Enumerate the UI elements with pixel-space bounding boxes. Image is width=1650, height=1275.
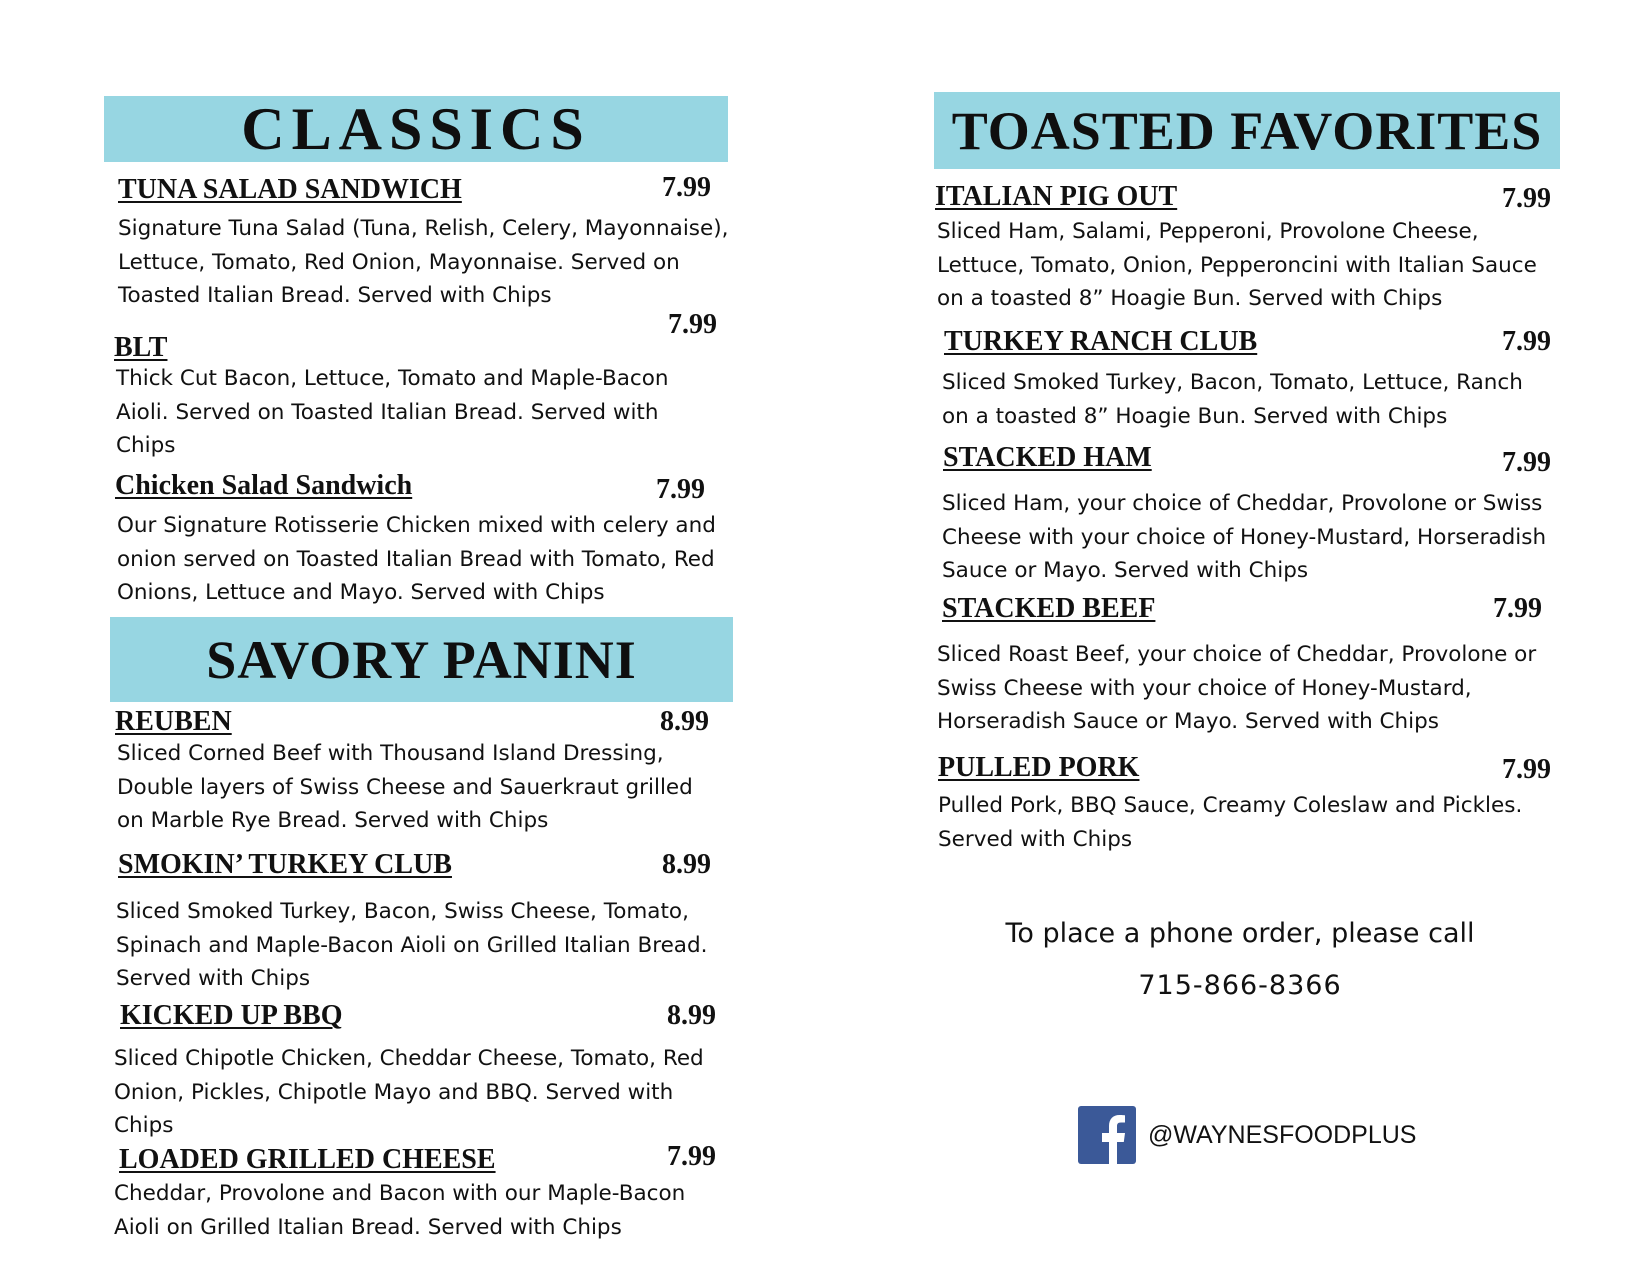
menu-item-price-pulled-pork: 7.99 <box>1502 754 1551 785</box>
menu-item-price-blt: 7.99 <box>668 309 717 340</box>
menu-item-desc-stacked-ham: Sliced Ham, your choice of Cheddar, Provolone or Swiss Cheese with your choice of Honey-Mustard, Horseradish Sauce or Mayo. Served with Chips <box>942 491 1547 583</box>
menu-item-price-reuben: 8.99 <box>660 706 709 737</box>
facebook-icon <box>1078 1106 1136 1164</box>
menu-item-desc-reuben: Sliced Corned Beef with Thousand Island Dressing, Double layers of Swiss Cheese and Sauerkraut grilled on Marble Rye Bread. Served with Chips <box>117 741 693 833</box>
menu-item-title-smokin-turkey-club: SMOKIN’ TURKEY CLUB <box>118 849 452 880</box>
menu-item-title-loaded-grilled-cheese: LOADED GRILLED CHEESE <box>119 1144 496 1175</box>
menu-item-desc-chicken-salad-sandwich: Our Signature Rotisserie Chicken mixed with celery and onion served on Toasted Italian Bread with Tomato, Red Onions, Lettuce and Mayo. Served with Chips <box>117 513 716 605</box>
menu-item-desc-blt: Thick Cut Bacon, Lettuce, Tomato and Maple-Bacon Aioli. Served on Toasted Italian Bread. Served with Chips <box>116 366 669 458</box>
menu-item-price-stacked-ham: 7.99 <box>1502 447 1551 478</box>
savory-panini-heading: SAVORY PANINI <box>110 617 733 702</box>
toasted-favorites-heading: TOASTED FAVORITES <box>934 92 1560 169</box>
menu-item-title-stacked-beef: STACKED BEEF <box>942 593 1156 624</box>
phone-order-prompt: To place a phone order, please call <box>1005 918 1475 949</box>
menu-item-price-smokin-turkey-club: 8.99 <box>662 849 711 880</box>
menu-item-title-pulled-pork: PULLED PORK <box>938 752 1140 783</box>
menu-item-title-reuben: REUBEN <box>115 706 232 737</box>
menu-item-title-blt: BLT <box>114 332 168 363</box>
classics-heading: CLASSICS <box>104 96 728 162</box>
menu-item-price-italian-pig-out: 7.99 <box>1502 183 1551 214</box>
menu-item-title-italian-pig-out: ITALIAN PIG OUT <box>935 181 1178 212</box>
facebook-social-link[interactable] <box>1078 1106 1416 1164</box>
menu-item-price-turkey-ranch-club: 7.99 <box>1502 326 1551 357</box>
menu-item-desc-italian-pig-out: Sliced Ham, Salami, Pepperoni, Provolone Cheese, Lettuce, Tomato, Onion, Pepperoncini with Italian Sauce on a toasted 8” Hoagie Bun. Served with Chips <box>937 219 1537 311</box>
menu-item-desc-tuna-salad-sandwich: Signature Tuna Salad (Tuna, Relish, Celery, Mayonnaise), Lettuce, Tomato, Red Onion, Mayonnaise. Served on Toasted Italian Bread. Served with Chips <box>118 216 729 308</box>
menu-item-desc-smokin-turkey-club: Sliced Smoked Turkey, Bacon, Swiss Cheese, Tomato, Spinach and Maple-Bacon Aioli on Grilled Italian Bread. Served with Chips <box>116 899 708 991</box>
menu-item-price-tuna-salad-sandwich: 7.99 <box>662 172 711 203</box>
menu-item-desc-pulled-pork: Pulled Pork, BBQ Sauce, Creamy Coleslaw and Pickles. Served with Chips <box>938 793 1523 852</box>
social-handle: @WAYNESFOODPLUS <box>1148 1120 1417 1149</box>
phone-number[interactable]: 715-866-8366 <box>1138 970 1342 1001</box>
menu-item-desc-kicked-up-bbq: Sliced Chipotle Chicken, Cheddar Cheese, Tomato, Red Onion, Pickles, Chipotle Mayo and BBQ. Served with Chips <box>114 1046 704 1138</box>
menu-item-price-chicken-salad-sandwich: 7.99 <box>656 474 705 505</box>
menu-item-title-tuna-salad-sandwich: TUNA SALAD SANDWICH <box>118 174 462 205</box>
menu-item-title-turkey-ranch-club: TURKEY RANCH CLUB <box>944 326 1258 357</box>
menu-item-title-stacked-ham: STACKED HAM <box>943 442 1152 473</box>
menu-item-title-chicken-salad-sandwich: Chicken Salad Sandwich <box>115 470 413 501</box>
menu-item-desc-turkey-ranch-club: Sliced Smoked Turkey, Bacon, Tomato, Lettuce, Ranch on a toasted 8” Hoagie Bun. Served with Chips <box>942 370 1523 429</box>
menu-item-title-kicked-up-bbq: KICKED UP BBQ <box>120 1000 343 1031</box>
menu-item-desc-stacked-beef: Sliced Roast Beef, your choice of Cheddar, Provolone or Swiss Cheese with your choice of Honey-Mustard, Horseradish Sauce or Mayo. Served with Chips <box>937 642 1537 734</box>
menu-item-price-stacked-beef: 7.99 <box>1493 593 1542 624</box>
menu-item-price-loaded-grilled-cheese: 7.99 <box>667 1141 716 1172</box>
menu-item-desc-loaded-grilled-cheese: Cheddar, Provolone and Bacon with our Maple-Bacon Aioli on Grilled Italian Bread. Served with Chips <box>114 1181 686 1240</box>
menu-item-price-kicked-up-bbq: 8.99 <box>667 1000 716 1031</box>
